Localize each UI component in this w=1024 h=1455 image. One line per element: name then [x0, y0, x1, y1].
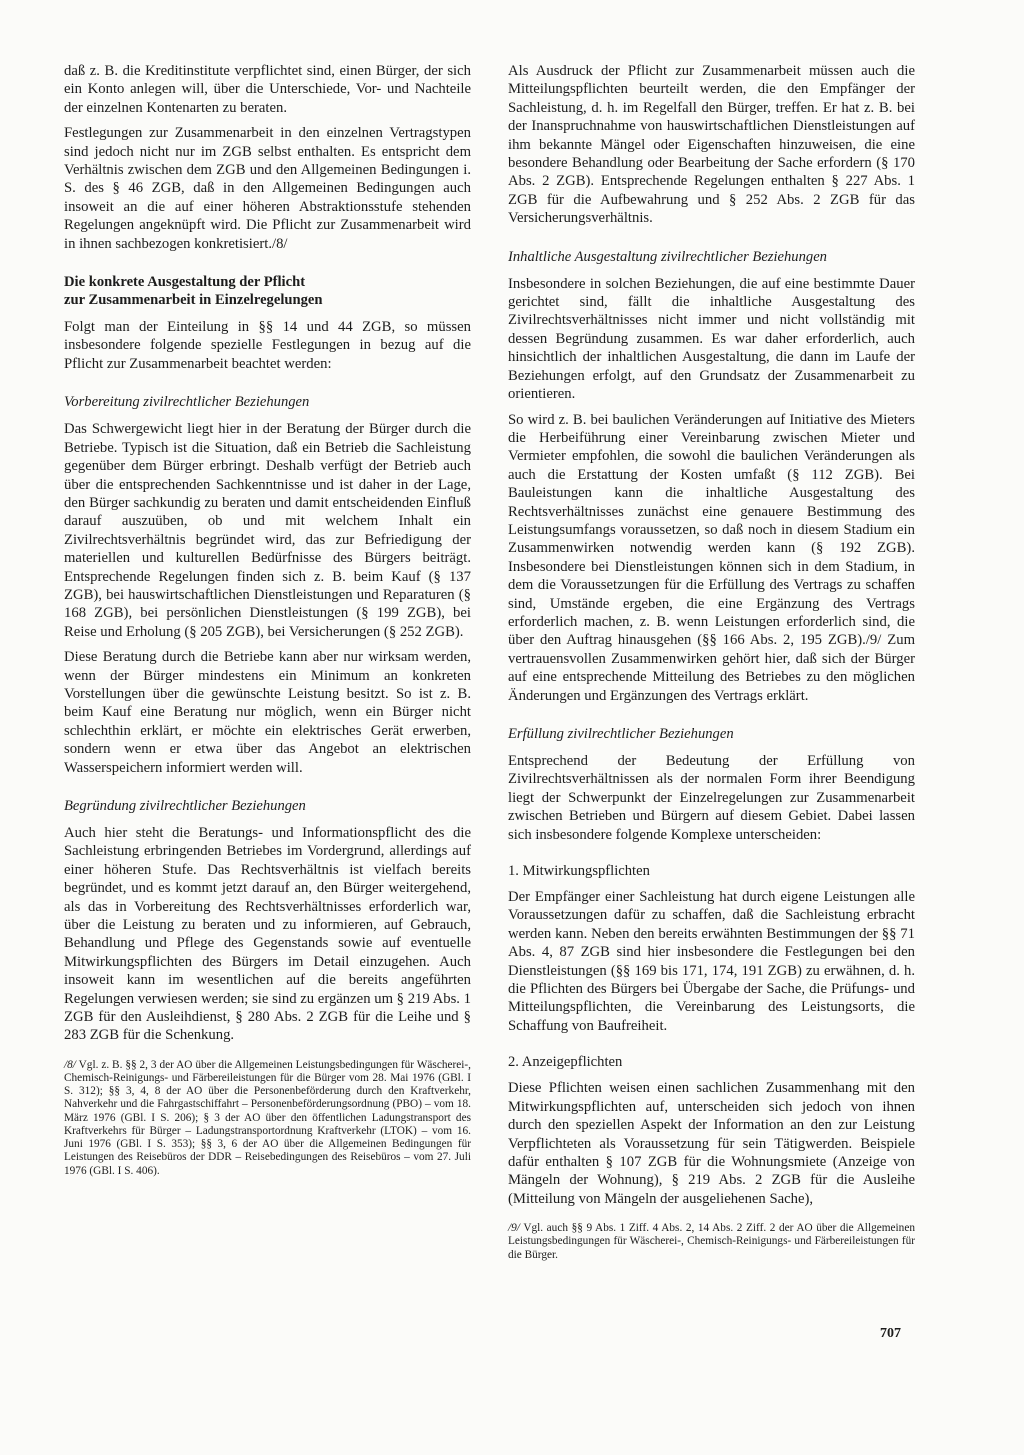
left-column [64, 62, 471, 1178]
paragraph: Festlegungen zur Zusammenarbeit in den einzelnen Vertragstypen sind jedoch nicht nur im ZGB selbst enthalten. Es entspricht dem Verhältnis zwischen dem ZGB und den Allgemeinen Bedingungen i. S. des § 46 ZGB, daß in den Allgemeinen Bedingungen auch insoweit an die auf einer höheren Abstraktionsstufe stehenden Regelungen angeknüpft wird. Die Pflicht zur Zusammenarbeit wird in ihnen sachbezogen konkretisiert./8/ [64, 125, 471, 252]
footnote [508, 1222, 915, 1262]
paragraph: Diese Pflichten weisen einen sachlichen Zusammenhang mit den Mitwirkungspflichten auf, unterscheiden sich jedoch von ihnen durch den speziellen Aspekt der Information an den zur Leistung Verpflichteten als Voraussetzung für sein Tätigwerden. Beispiele dafür enthalten § 107 ZGB für die Wohnungsmiete (Anzeige von Mängeln der Wohnung), § 219 Abs. 2 ZGB für die Ausleihe (Mitteilung von Mängeln der ausgeliehenen Sache), [508, 1080, 915, 1207]
footnote-text: Vgl. z. B. §§ 2, 3 der AO über die Allgemeinen Leistungsbedingungen für Wäscherei-, Chemisch-Reinigungs- und Färbereileistungen für die Bürger vom 28. Mai 1976 (GBl. I S. 312); §§ 3, 4, 8 der AO über die Personenbeförderung durch den Kraftverkehr, Nahverkehr und die Fahrgastschiffahrt – Personenbeförderungsordnung (PBO) – vom 18. März 1976 (GBl. I S. 206); § 3 der AO über den öffentlichen Ladungstransport des Kraftverkehrs für Bürger – Ladungstransportordnung Kraftverkehr (LTOK) – vom 16. Juni 1976 (GBl. I S. 353); §§ 3, 6 der AO über die Allgemeinen Bedingungen für Leistungen des Reisebüros der DDR – Reisebedingungen des Reisebüros – vom 27. Juli 1976 (GBl. I S. 406). [64, 1058, 471, 1177]
subsection-heading: Begründung zivilrechtlicher Beziehungen [64, 798, 306, 814]
subsection-heading: Inhaltliche Ausgestaltung zivilrechtlicher Beziehungen [508, 248, 827, 265]
paragraph: Als Ausdruck der Pflicht zur Zusammenarbeit müssen auch die Mitteilungspflichten beurteilt werden, die den Empfänger der Sachleistung, d. h. im Regelfall den Bürger, treffen. Er hat z. B. bei der Inanspruchnahme von hauswirtschaftlichen Dienstleistungen auf ihm bekannte Mängel oder Eigenschaften hinzuweisen, die eine besondere Behandlung oder Bearbeitung der Sache erfordern (§ 170 Abs. 2 ZGB). Entsprechende Regelungen enthalten § 227 Abs. 1 ZGB für die Aufbewahrung und § 252 Abs. 2 ZGB für das Versicherungsverhältnis. [508, 63, 915, 227]
paragraph: Auch hier steht die Beratungs- und Informationspflicht des die Sachleistung erbringenden Betriebes im Vordergrund, allerdings auf einer höheren Stufe. Das Rechtsverhältnis ist vielfach bereits begründet, und es kommt jetzt darauf an, den Bürger weitergehend, als das in Vorbereitung des Rechtsverhältnisses erforderlich war, über die Leistung zu beraten und zu informieren, auf Gebrauch, Behandlung und Pflege des Gegenstands sowie auf eventuelle Mitwirkungspflichten des Bürgers im Detail einzugehen. Auch insoweit kann im wesentlichen auf die bereits angeführten Regelungen verwiesen werden; sie sind zu ergänzen um § 219 Abs. 1 ZGB für den Ausleihdienst, § 280 Abs. 2 ZGB für die Leihe und § 283 ZGB für die Schenkung. [64, 825, 471, 1044]
paragraph: daß z. B. die Kreditinstitute verpflichtet sind, einen Bürger, der sich ein Konto anlegen will, über die Unterschiede, Vor- und Nachteile der einzelnen Kontenarten zu beraten. [64, 63, 471, 116]
right-column [508, 62, 915, 1262]
footnote-text: Vgl. auch §§ 9 Abs. 1 Ziff. 4 Abs. 2, 14 Abs. 2 Ziff. 2 der AO über die Allgemeinen Leistungsbedingungen für Wäscherei-, Chemisch-Reinigungs- und Färbereileistungen für die Bürger. [508, 1222, 915, 1261]
footnote [64, 1059, 471, 1178]
paragraph: Entsprechend der Bedeutung der Erfüllung von Zivilrechtsverhältnissen als der normalen Form ihrer Beendigung liegt der Schwerpunkt der Einzelregelungen zur Zusammenarbeit zwischen Betrieben und Bürgern auf diesem Gebiet. Dabei lassen sich insbesondere folgende Komplexe unterscheiden: [508, 753, 915, 843]
section-heading-line: Die konkrete Ausgestaltung der Pflicht [64, 274, 306, 291]
subsection-heading: Vorbereitung zivilrechtlicher Beziehungen [64, 394, 310, 411]
numbered-heading: 2. Anzeigepflichten [508, 1054, 623, 1071]
paragraph: Folgt man der Einteilung in §§ 14 und 44 ZGB, so müssen insbesondere folgende spezielle Festlegungen in bezug auf die Pflicht zur Zusammenarbeit beachtet werden: [64, 319, 471, 372]
paragraph: Diese Beratung durch die Betriebe kann aber nur wirksam werden, wenn der Bürger mindestens ein Minimum an konkreten Vorstellungen über die gewünschte Leistung besitzt. So ist z. B. beim Kauf eine Beratung nur möglich, wenn ein Bürger nicht schlechthin erklärt, er möchte ein elektrisches Gerät erwerben, sondern wenn er etwa über das Angebot an elektrischen Wasserspeichern informiert werden will. [64, 649, 471, 776]
subsection-heading: Erfüllung zivilrechtlicher Beziehungen [508, 726, 734, 742]
footnote-mark: /8/ [64, 1058, 76, 1071]
paragraph: Das Schwergewicht liegt hier in der Beratung der Bürger durch die Betriebe. Typisch ist die Situation, daß ein Betrieb die Sachleistung gegenüber dem Bürger erbringt. Deshalb verfügt der Betrieb auch über die entsprechenden Sachkenntnisse und ist daher in der Lage, den Bürger sachkundig zu beraten und damit entscheidenden Einfluß darauf auszuüben, ob und mit welchem Inhalt ein Zivilrechtsverhältnis begründet wird, das zur Befriedigung der materiellen und kulturellen Bedürfnisse des Bürgers beiträgt. Entsprechende Regelungen finden sich z. B. beim Kauf (§ 137 ZGB), bei hauswirtschaftlichen Dienstleistungen und Reparaturen (§ 168 ZGB), bei persönlichen Dienstleistungen (§ 199 ZGB), bei Reise und Erholung (§ 205 ZGB), bei Versicherungen (§ 252 ZGB). [64, 421, 471, 640]
page-number: 707 [880, 1326, 901, 1341]
paragraph: Der Empfänger einer Sachleistung hat durch eigene Leistungen alle Voraussetzungen dafür zu schaffen, daß die Sachleistung erbracht werden kann. Neben den bereits erwähnten Bestimmungen der §§ 71 Abs. 4, 87 ZGB sind hier insbesondere die Festlegungen bei den Dienstleistungen (§§ 169 bis 171, 174, 191 ZGB) zu erwähnen, d. h. die Pflichten des Bürgers bei Übergabe der Sache, die Prüfungs- und Mitteilungspflichten, die Vereinbarung des Leistungsorts, die Schaffung von Baufreiheit. [508, 889, 915, 1034]
paragraph: Insbesondere in solchen Beziehungen, die auf eine bestimmte Dauer gerichtet sind, fällt die inhaltliche Ausgestaltung des Zivilrechtsverhältnisses nicht immer und nicht vollständig mit dessen Begründung zusammen. Es war daher erforderlich, auch hinsichtlich der inhaltlichen Ausgestaltung, die dann im Laufe der Beziehungen erfolgt, auf den Grundsatz der Zusammenarbeit zu orientieren. [508, 275, 915, 403]
numbered-heading: 1. Mitwirkungspflichten [508, 863, 650, 880]
paragraph: So wird z. B. bei baulichen Veränderungen auf Initiative des Mieters die Herbeiführung einer Vereinbarung zwischen Mieter und Vermieter empfohlen, die sowohl die baulichen Veränderungen als auch die Erstattung der Kosten umfaßt (§ 112 ZGB). Bei Bauleistungen kann die inhaltliche Ausgestaltung des Rechtsverhältnisses zunächst eine genauere Bestimmung des Leistungsumfangs voraussetzen, so daß noch in diesem Stadium ein Zusammenwirken notwendig werden kann (§ 192 ZGB). Insbesondere bei Dienstleistungen können sich in dem Stadium, in dem die Voraussetzungen für die Erfüllung des Vertrags zu schaffen sind, Umstände ergeben, die eine Ergänzung des Vertrags erforderlich machen, z. B. wenn Leistungen erforderlich sind, die über den Auftrag hinausgehen (§§ 166 Abs. 2, 195 ZGB)./9/ Zum vertrauensvollen Zusammenwirken gehört hier, daß sich der Bürger auf eine entsprechende Mitteilung des Betriebes zu den möglichen Änderungen und Ergänzungen des Vertrags erklärt. [508, 411, 915, 704]
section-heading [64, 273, 471, 309]
section-heading-line: zur Zusammenarbeit in Einzelregelungen [64, 292, 323, 309]
footnote-mark: /9/ [508, 1222, 520, 1235]
